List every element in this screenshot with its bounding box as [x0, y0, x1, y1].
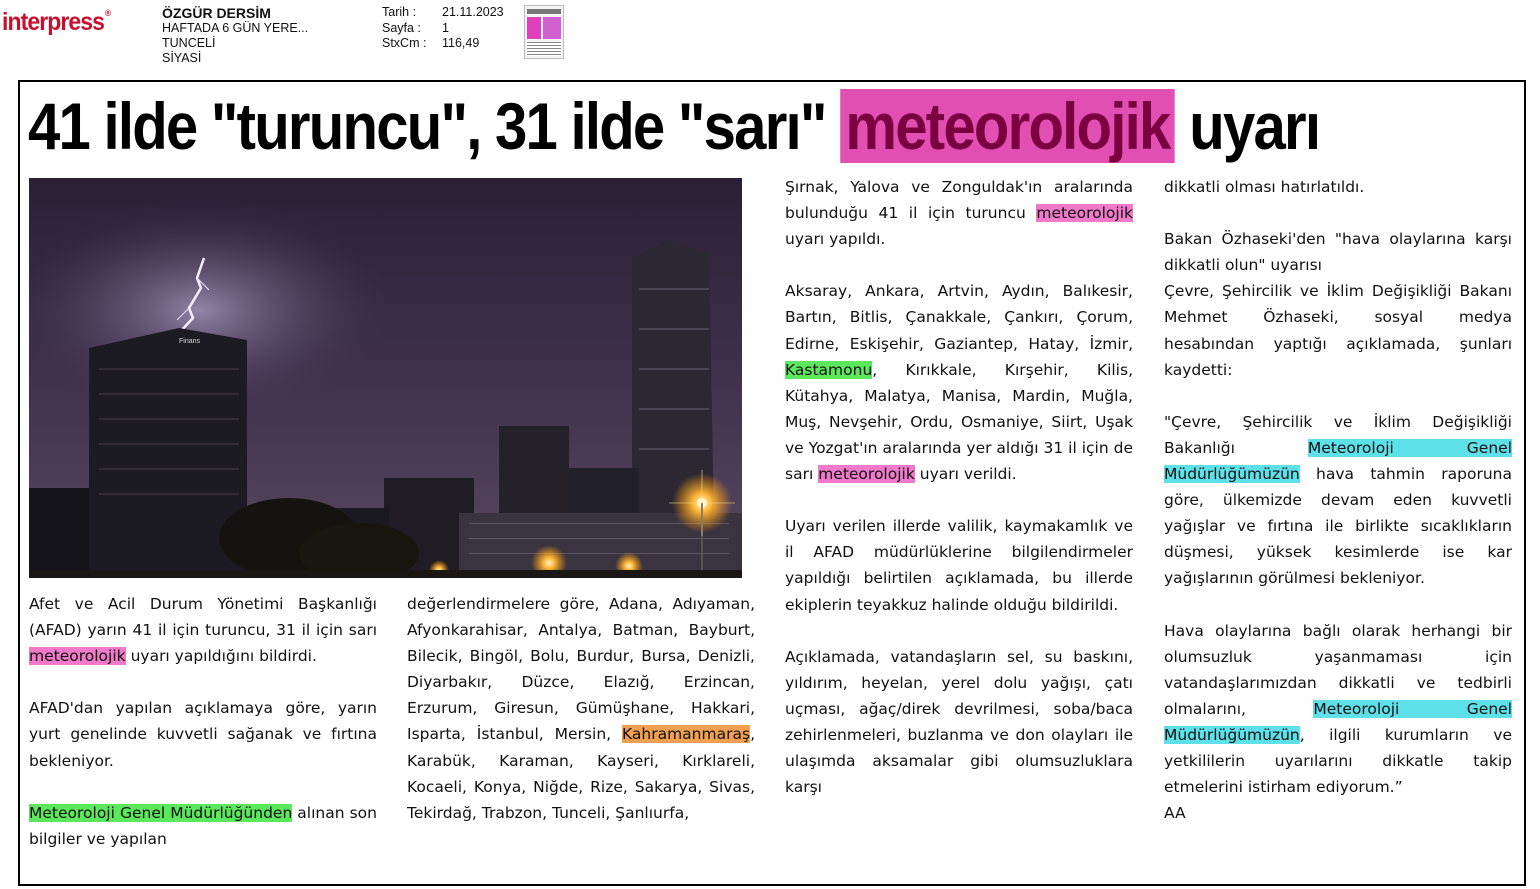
highlight-mgm: Meteoroloji Genel Müdürlüğümüzün	[1164, 438, 1512, 484]
paragraph: değerlendirmelere göre, Adana, Adıyaman, Afyonkarahisar, Antalya, Batman, Bayburt, Bilecik, Bingöl, Bolu, Burdur, Bursa, Denizli, Diyarbakır, Düzce, Elazığ, Erzincan, Erzurum, Giresun, Gümüşhane, Hakkari, Isparta, İstanbul, Mersin, Kahramanmaraş, Karabük, Karaman, Kayseri, Kırklareli, Kocaeli, Konya, Niğde, Rize, Sakarya, Sivas, Tekirdağ, Trabzon, Tunceli, Şanlıurfa,	[407, 595, 755, 822]
paragraph: "Çevre, Şehircilik ve İklim Değişikliği Bakanlığı Meteoroloji Genel Müdürlüğümüzün hava tahmin raporuna göre, ülkemizde devam eden kuvvetli yağışlar ve fırtına ile birlikte sıcaklıkların düşmesi, yüksek kesimlerde ise kar yağışlarının görülmesi bekleniyor.	[1164, 412, 1512, 588]
paragraph: dikkatli olması hatırlatıldı.	[1164, 178, 1365, 196]
paragraph: AFAD'dan yapılan açıklamaya göre, yarın yurt genelinde kuvvetli sağanak ve fırtına bekleniyor.	[29, 699, 377, 770]
meta-label: Sayfa :	[382, 20, 421, 35]
article-column-3	[785, 174, 1133, 800]
highlight-kahramanmaras: Kahramanmaraş	[622, 725, 751, 744]
meta-value: 1	[442, 20, 449, 35]
subheading: Bakan Özhaseki'den "hava olaylarına karşı dikkatli olun" uyarısı	[1164, 230, 1512, 275]
article-column-2	[407, 591, 755, 826]
highlight-kastamonu: Kastamonu	[785, 360, 873, 379]
highlight-mgm: Meteoroloji Genel Müdürlüğümüzün	[1164, 699, 1512, 744]
paragraph: Uyarı verilen illerde valilik, kaymakamlık ve il AFAD müdürlüklerine bilgilendirmeler yapıldığı belirtilen açıklamada, bu illerde ekiplerin teyakkuz halinde olduğu bildirildi.	[785, 517, 1133, 614]
publication-info	[162, 6, 308, 66]
meta-value: 21.11.2023	[442, 5, 504, 19]
meta-row-size	[382, 36, 504, 52]
interpress-logo: interpress®	[2, 8, 111, 36]
paragraph: Aksaray, Ankara, Artvin, Aydın, Balıkesir, Bartın, Bitlis, Çanakkale, Çankırı, Çorum, Edirne, Eskişehir, Gaziantep, Hatay, İzmir, Kastamonu, Kırıkkale, Kırşehir, Kilis, Kütahya, Malatya, Manisa, Mardin, Muğla, Muş, Nevşehir, Ordu, Osmaniye, Siirt, Uşak ve Yozgat'ın aralarında yer aldığı 31 il için de sarı meteorolojik uyarı verildi.	[785, 282, 1133, 484]
paragraph: Bakan Özhaseki'den "hava olaylarına karşı dikkatli olun" uyarısı Çevre, Şehircilik ve İklim Değişikliği Bakanı Mehmet Özhaseki, sosyal medya hesabından yaptığı açıklamada, şunları kaydetti:	[1164, 230, 1512, 379]
paragraph: Şırnak, Yalova ve Zonguldak'ın aralarında bulunduğu 41 il için turuncu meteorolojik uyarı yapıldı.	[785, 178, 1133, 249]
page-thumbnail[interactable]	[524, 5, 564, 59]
headline-highlight: meteorolojik	[840, 89, 1175, 163]
paragraph: Hava olaylarına bağlı olarak herhangi bir olumsuzluk yaşanmaması için vatandaşlarımızdan dikkatli ve tedbirli olmalarını, Meteoroloji Genel Müdürlüğümüzün, ilgili kurumların ve yetkililerin uyarılarını dikkatle takip etmelerini istirham ediyorum.” AA	[1164, 621, 1512, 823]
publication-city: TUNCELİ	[162, 36, 216, 50]
registered-mark: ®	[104, 8, 111, 18]
article-column-4	[1164, 174, 1512, 826]
meta-label: StxCm :	[382, 36, 427, 50]
svg-text:Finans: Finans	[179, 338, 201, 345]
paragraph: Meteoroloji Genel Müdürlüğünden alınan son bilgiler ve yapılan	[29, 803, 377, 848]
source-credit: AA	[1164, 804, 1186, 823]
highlight-meteorolojik: meteorolojik	[1036, 204, 1133, 223]
meta-row-date	[382, 5, 504, 21]
article-column-1	[29, 591, 377, 852]
publication-frequency: HAFTADA 6 GÜN YERE...	[162, 21, 309, 35]
meta-label: Tarih :	[382, 5, 417, 19]
highlight-meteorolojik: meteorolojik	[818, 465, 915, 484]
paragraph: Açıklamada, vatandaşların sel, su baskını, yıldırım, heyelan, yerel dolu yağışı, çatı uçması, ağaç/direk devrilmesi, soba/baca zehirlenmeleri, buzlanma ve don olayları ile ulaşımda aksamalar gibi olumsuzluklara karşı	[785, 647, 1133, 797]
meta-value: 116,49	[442, 36, 480, 50]
paragraph: Afet ve Acil Durum Yönetimi Başkanlığı (AFAD) yarın 41 il için turuncu, 31 il için sarı meteorolojik uyarı yapıldığını bildirdi.	[29, 595, 377, 666]
publication-name: ÖZGÜR DERSİM	[162, 5, 271, 21]
article-headline: 41 ilde "turuncu", 31 ilde "sarı" meteorolojik uyarı	[28, 89, 1320, 163]
publication-category: SİYASİ	[162, 51, 202, 65]
highlight-meteorolojik: meteorolojik	[29, 647, 126, 666]
clipping-meta	[382, 5, 504, 52]
lightning-city-photo	[29, 178, 742, 578]
highlight-mgm: Meteoroloji Genel Müdürlüğünden	[29, 803, 293, 822]
meta-row-page	[382, 21, 504, 37]
